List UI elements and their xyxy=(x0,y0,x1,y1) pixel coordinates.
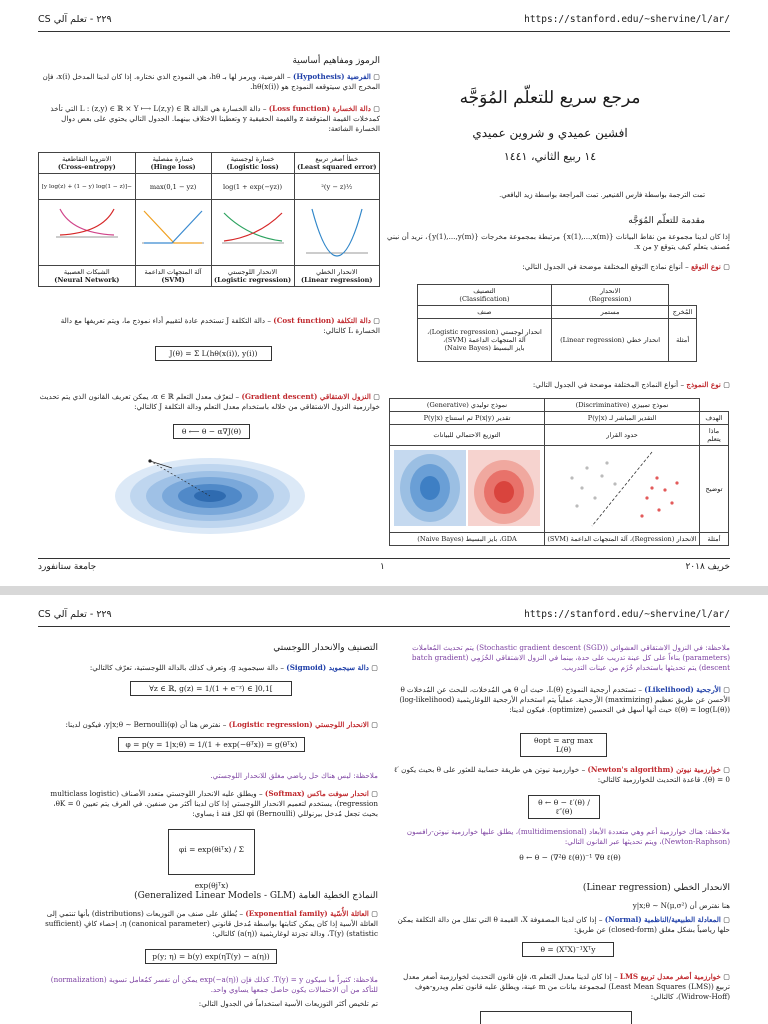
bullet-icon: ▢ xyxy=(720,972,730,981)
cost-function-label: دالة التكلفة (Cost function) xyxy=(273,316,371,325)
gradient-descent-text: – لنعرّف معدل التعلم α ∈ ℝ، يمكن تعريف القانون الذي يتم تحديث خوارزمية النزول الاشتقاقي من خلاله باستخدام معدل التعلم ودالة التكلفة J كالتالي: xyxy=(39,392,380,411)
header-rule xyxy=(38,626,730,627)
parabola-plot-image xyxy=(302,203,372,261)
translation-credits: تمت الترجمة بواسطة فارس القنيعير. تمت المراجعة بواسطة زيد اليافعي. xyxy=(499,191,705,199)
header-cross-entropy: الانتروبيا التقاطعية (Cross-entropy) xyxy=(39,153,136,174)
header-hinge: خسارة مفصلية (Hinge loss) xyxy=(135,153,211,174)
newton-raphson-equation: θ ← θ − (∇²θ ℓ(θ))⁻¹ ∇θ ℓ(θ) xyxy=(519,853,621,862)
model-type-label: نوع النموذج xyxy=(686,380,721,389)
generative-density-image xyxy=(392,448,542,528)
course-label: CS ٢٢٩ - تعلم آلي xyxy=(38,14,112,25)
lms-paragraph xyxy=(387,972,730,1002)
lms-label: خوارزمية أصغر معدل تربيع LMS xyxy=(619,972,721,981)
lms-text: – إذا كان لدينا معدل التعلم α، فإن قانون التحديث لخوارزمية أصغر معدل تربيع (Least Mean Squares (LMS)) لمجموعة بيانات من m عينة، ويطلق عليه قانون تعلم ويدرو-هوف (Widrow-Hoff)، كالتالي: xyxy=(403,972,730,1001)
goal-generative: تقدير P(x|y) ثم استنتاج P(y|x) xyxy=(390,412,545,425)
softmax-equation: φi = exp(θiᵀx) / Σ exp(θjᵀx) xyxy=(168,829,255,875)
algo-logistic: الانحدار اللوجستي (Logistic regression) xyxy=(211,266,294,287)
newton-label: خوارزمية نيوتن (Newton's algorithm) xyxy=(587,765,721,774)
plot-hinge xyxy=(135,200,211,266)
logistic-regression-text: – نفترض هنا أن y|x;θ ∼ Bernoulli(φ)، فيكون لدينا: xyxy=(65,720,227,729)
plot-logistic xyxy=(211,200,294,266)
newton-paragraph xyxy=(387,765,730,785)
formula-lsq: ½(y − z)² xyxy=(294,174,379,200)
row-examples: أمثلة xyxy=(669,319,697,362)
sgd-note: ملاحظة: في النزول الاشتقاقي العشوائي (Stochastic gradient descent (SGD)) يتم تحديث المُعاملات (parameters) بناءاً على كل عينة تدريب على حدة، بينما في النزول الاشتقاقي الحُزَمِي (batch gradient descent) يتم تحديثها باستخدام حُزَم من عينات التدريب. xyxy=(411,643,730,672)
notation-heading: الرموز ومفاهيم أساسية xyxy=(292,56,380,66)
plot-lsq xyxy=(294,200,379,266)
algo-hinge: آلة المتجهات الداعمة (SVM) xyxy=(135,266,211,287)
softmax-label: انحدار سوفت ماكس (Softmax) xyxy=(264,789,369,798)
logistic-regression-paragraph xyxy=(38,720,378,730)
bullet-icon: ▢ xyxy=(370,72,380,81)
linear-regression-assumption: هنا نفترض أن y|x;θ ∼ N(μ,σ²) xyxy=(632,901,730,910)
logistic-regression-label: الانحدار اللوجستي (Logistic regression) xyxy=(228,720,369,729)
bullet-icon: ▢ xyxy=(370,316,380,325)
formula-hinge: max(0,1 − yz) xyxy=(135,174,211,200)
discriminative-scatter-image xyxy=(547,448,697,528)
examples-regression: انحدار خطي (Linear regression) xyxy=(551,319,668,362)
prediction-type-paragraph xyxy=(385,262,730,272)
model-type-text: – أنواع النماذج المختلفة موضحة في الجدول التالي: xyxy=(532,380,685,389)
softmax-paragraph xyxy=(38,789,378,819)
discriminative-illustration xyxy=(545,446,700,533)
header-url[interactable]: https://stanford.edu/~shervine/l/ar/ xyxy=(524,609,730,620)
hinge-loss-plot-image xyxy=(138,203,208,261)
normalization-note: ملاحظة: كثيراً ما سيكون T(y) = y. كذلك فإن exp(−a(η)) يمكن أن تفسر كمُعامل تسوية (normalization) للتأكد من أن الاحتمالات يكون حاصل جمعها يساوي واحد. xyxy=(50,975,378,994)
loss-function-label: دالة الخسارة (Loss function) xyxy=(268,104,371,113)
bullet-icon: ▢ xyxy=(720,915,730,924)
row-goal: الهدف xyxy=(700,412,729,425)
col-regression: الانحدار (Regression) xyxy=(551,285,668,306)
exponential-family-label: العائلة الأُسّية (Exponential family) xyxy=(245,909,369,918)
normal-equation-paragraph xyxy=(387,915,730,935)
sigmoid-paragraph xyxy=(38,663,378,673)
col-generative: نموذج توليدي (Generative) xyxy=(390,399,545,412)
likelihood-paragraph xyxy=(387,685,730,715)
formula-logistic: log(1 + exp(−yz)) xyxy=(211,174,294,200)
algo-lsq: الانحدار الخطي (Linear regression) xyxy=(294,266,379,287)
bullet-icon: ▢ xyxy=(368,663,378,672)
loss-function-paragraph xyxy=(38,104,380,134)
intro-text: إذا كان لدينا مجموعة من نقاط البيانات {x(1),...,x(m)} مرتبطة بمجموعة مخرجات {y(1),...,y(m)}، نريد أن نبني مُصنف يتعلم كيف يتوقع y من x. xyxy=(386,232,730,251)
plot-cross-entropy xyxy=(39,200,136,266)
footer-rule xyxy=(38,558,730,559)
examples-classification: انحدار لوجستي (Logistic regression)، آلة المتجهات الداعمة (SVM)، بايز البسيط (Naive Bayes) xyxy=(418,319,552,362)
col-classification: التصنيف (Classification) xyxy=(418,285,552,306)
sigmoid-equation: ∀z ∈ ℝ, g(z) = 1/(1 + e⁻ᶻ) ∈ ]0,1[ xyxy=(130,681,292,696)
hypothesis-label: الفرضية (Hypothesis) xyxy=(292,72,371,81)
likelihood-text: – تستخدم أرجحية النموذج L(θ)، حيث أن θ هي المُدخلات، للبحث عن المُدخلات θ الأحسن عن طريق تعظيم (maximizing) الأرجحية. عملياً يتم استخدام الأرجحية اللوغاريثمية (log-likelihood) ℓ(θ) = log(L(θ)) حيث أنها أسهل في التحسين (optimize). فيكون لدينا: xyxy=(399,685,730,714)
exponential-family-text: – يُطلق على صنف من التوزيعات (distributions) بأنها تنتمي إلى العائلة الأسية إذا كان يمكن كتابتها بواسطة مُدخل قانوني (canonical parameter) η، إحصاء كافٍ (sufficient statistic) T(y)، ودالة تجزئة لوغاريثمية (a(η)) كالتالي: xyxy=(45,909,378,938)
algo-cross-entropy: الشبكات العصبية (Neural Network) xyxy=(39,266,136,287)
row-illustration: توضيح xyxy=(700,446,729,533)
output-regression: مستمر xyxy=(551,306,668,319)
cost-function-paragraph xyxy=(38,316,380,336)
cost-function-text: – دالة التكلفة J تستخدم عادة لتقييم أداء نموذج ما، ويتم تعريفها مع دالة الخسارة L كالتالي: xyxy=(60,316,380,335)
linear-regression-heading: الانحدار الخطي (Linear regression) xyxy=(582,883,730,893)
sigmoid-text: – دالة سيجمويد g، وتعرف كذلك بالدالة اللوجستية، تعرّف كالتالي: xyxy=(89,663,284,672)
footer-page-number: ١ xyxy=(380,562,385,572)
learns-generative: التوزيع الاحتمالي للبيانات xyxy=(390,425,545,446)
bullet-icon: ▢ xyxy=(370,392,380,401)
bullet-icon: ▢ xyxy=(720,765,730,774)
header-url[interactable]: https://stanford.edu/~shervine/l/ar/ xyxy=(524,14,730,25)
prediction-type-text: – أنواع نماذج التوقع المختلفة موضحة في الجدول التالي: xyxy=(522,262,689,271)
gradient-descent-label: النزول الاشتقاقي (Gradient descent) xyxy=(241,392,371,401)
examples-generative: GDA، بايز البسيط (Naive Bayes) xyxy=(390,533,545,546)
bullet-icon: ▢ xyxy=(720,262,730,271)
softmax-text: – ويطلق عليه الانحدار اللوجستي متعدد الأصناف (multiclass logistic regression)، يستخدم لتعميم الانحدار اللوجستي إذا كان لدينا أكثر من صنفين. في العرف يتم تعيين θK = 0، بحيث تجعل مُدخل بيرنوللي (Bernoulli) φi لكل فئة i يساوي: xyxy=(50,789,378,818)
goal-discriminative: التقدير المباشر لـ P(y|x) xyxy=(545,412,700,425)
likelihood-label: الأرجحية (Likelihood) xyxy=(644,685,721,694)
intro-heading: مقدمة للتعلّم المُوَجَّه xyxy=(628,216,705,226)
row-output: المُخرج xyxy=(669,306,697,319)
course-label: CS ٢٢٩ - تعلم آلي xyxy=(38,609,112,620)
exponential-family-equation: p(y; η) = b(y) exp(ηT(y) − a(η)) xyxy=(145,949,277,964)
page-header xyxy=(38,609,730,623)
newton-raphson-note: ملاحظة: هناك خوارزمية أعم وهي متعددة الأبعاد (multidimensional)، يطلق عليها خوارزمية نيوتن-رافسون (Newton-Raphson)، ويتم تحديثها عبر القانون التالي: xyxy=(406,827,730,846)
prediction-type-label: نوع التوقع xyxy=(691,262,721,271)
bullet-icon: ▢ xyxy=(368,720,378,729)
hypothesis-text: – الفرضية، ويرمز لها بـ hθ، هي النموذج الذي نختاره. إذا كان لدينا المدخل x(i)، فإن المخرج الذي سيتوقعه النموذج هو hθ(x(i)). xyxy=(42,72,380,91)
hypothesis-paragraph xyxy=(38,72,380,92)
output-classification: صنف xyxy=(418,306,552,319)
bullet-icon: ▢ xyxy=(370,104,380,113)
sigmoid-label: دالة سيجمويد (Sigmoid) xyxy=(286,663,369,672)
model-type-table xyxy=(389,398,729,546)
gradient-descent-paragraph xyxy=(38,392,380,412)
footer-university: جامعة ستانفورد xyxy=(38,562,97,572)
footer-term: خريف ٢٠١٨ xyxy=(685,562,730,572)
bullet-icon: ▢ xyxy=(720,380,730,389)
row-learns: ماذا يتعلم xyxy=(700,425,729,446)
header-rule xyxy=(38,31,730,32)
distributions-summary-text: تم تلخيص أكثر التوزيعات الأسية استخداماً في الجدول التالي: xyxy=(198,999,378,1008)
glm-heading: النماذج الخطية العامة (Generalized Linear Models - GLM) xyxy=(134,891,378,901)
normal-equation-label: المعادلة الطبيعية/الناظمية (Normal) xyxy=(604,915,721,924)
page-two xyxy=(0,595,768,1024)
bullet-icon: ▢ xyxy=(368,909,378,918)
lms-equation-box xyxy=(480,1011,632,1024)
examples-discriminative: الانحدار (Regression)، آلة المتجهات الداعمة (SVM) xyxy=(545,533,700,546)
newton-equation: θ ← θ − ℓ′(θ) / ℓ″(θ) xyxy=(528,795,600,819)
authors: افشين عميدي و شروين عميدي xyxy=(472,126,628,140)
gradient-descent-equation: θ ⟵ θ − α∇J(θ) xyxy=(173,424,250,439)
page-header xyxy=(38,14,730,28)
exponential-family-paragraph xyxy=(38,909,378,939)
header-lsq: خطأ أصغر تربيع (Least squared error) xyxy=(294,153,379,174)
cost-function-equation: J(θ) = Σ L(hθ(x(i)), y(i)) xyxy=(155,346,272,361)
logistic-regression-equation: φ = p(y = 1|x;θ) = 1/(1 + exp(−θᵀx)) = g(θᵀx) xyxy=(118,737,305,752)
loss-function-text: – دالة الخسارة هي الدالة L : (z,y) ∈ ℝ × Y ⟼ L(z,y) ∈ ℝ التي تأخذ كمدخلات القيمة المتوقعة z والقيمة الحقيقية y وتعطينا الاختلاف بينهما. الجدول التالي يحتوي على بعض دوال الخسارة الشائعة: xyxy=(50,104,380,133)
loss-functions-table xyxy=(38,152,380,287)
generative-illustration xyxy=(390,446,545,533)
prediction-type-table xyxy=(417,284,697,362)
date: ١٤ ربيع الثاني، ١٤٤١ xyxy=(503,150,597,163)
col-discriminative: نموذج تمييزي (Discriminative) xyxy=(545,399,700,412)
header-logistic: خسارة لوجستية (Logistic loss) xyxy=(211,153,294,174)
page-separator xyxy=(0,586,768,595)
bullet-icon: ▢ xyxy=(368,789,378,798)
classification-heading: التصنيف والانحدار اللوجستي xyxy=(273,643,378,653)
bullet-icon: ▢ xyxy=(720,685,730,694)
logistic-loss-plot-image xyxy=(218,203,288,261)
document-title: مرجع سريع للتعلّم المُوَجَّه xyxy=(459,88,641,108)
logistic-closed-form-note: ملاحظة: ليس هناك حل رياضي مغلق للانحدار اللوجستي. xyxy=(210,771,378,780)
cross-entropy-plot-image xyxy=(52,203,122,261)
likelihood-equation: θopt = arg max L(θ) xyxy=(520,733,607,757)
newton-text: – خوارزمية نيوتن هي طريقة حسابية للعثور على θ بحيث يكون ℓ′(θ) = 0. قاعدة التحديث للخوارزمية كالتالي: xyxy=(393,765,730,784)
normal-equation-text: – إذا كان لدينا المصفوفة X، القيمة θ التي تقلل من دالة التكلفة يمكن حلها رياضياً بشكل مغلق (closed-form) عن طريق: xyxy=(397,915,730,934)
learns-discriminative: حدود القرار xyxy=(545,425,700,446)
formula-cross-entropy: −[y log(z) + (1 − y) log(1 − z)] xyxy=(39,174,136,200)
row-examples: أمثلة xyxy=(700,533,729,546)
normal-equation: θ = (XᵀX)⁻¹Xᵀy xyxy=(522,942,614,957)
model-type-paragraph xyxy=(385,380,730,390)
gradient-descent-contour-image xyxy=(110,446,310,536)
